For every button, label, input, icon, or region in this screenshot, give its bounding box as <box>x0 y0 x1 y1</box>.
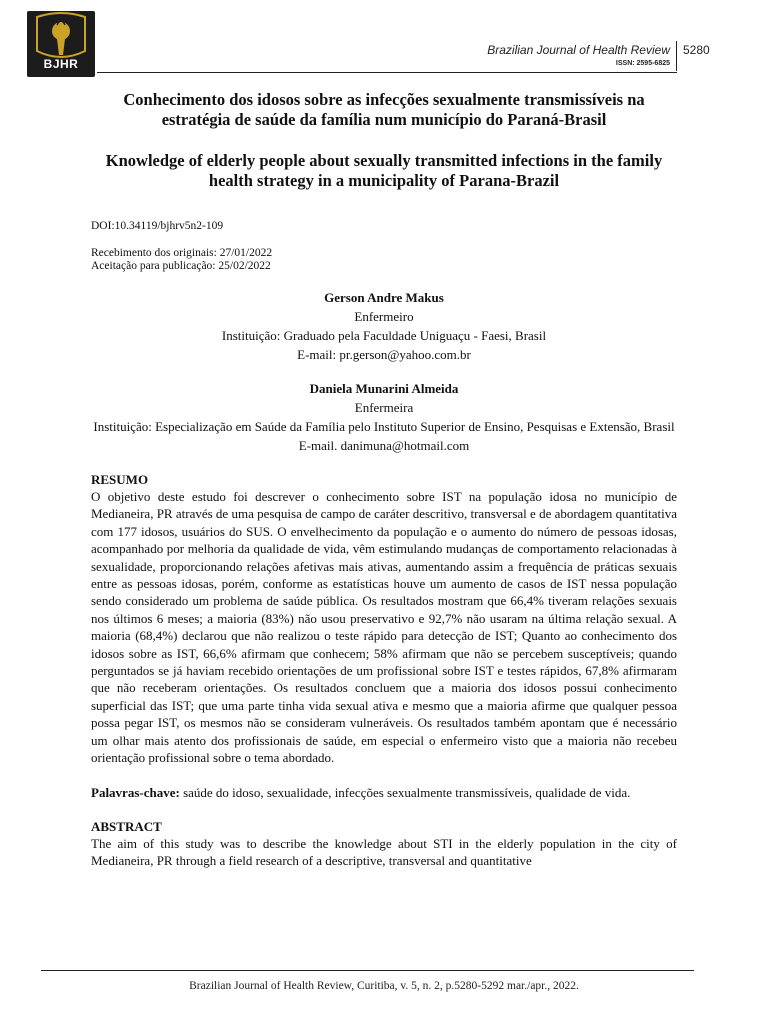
header-issn: ISSN: 2595-6825 <box>615 60 670 67</box>
abstract-text: The aim of this study was to describe the knowledge about STI in the elderly population in the city of Medianeira, PR through a field research of a descriptive, transversal and quantitative <box>91 835 677 869</box>
header-journal-name: Brazilian Journal of Health Review <box>487 43 670 57</box>
author-email: E-mail: pr.gerson@yahoo.com.br <box>297 347 471 362</box>
author-name: Daniela Munarini Almeida <box>309 381 459 396</box>
header-rule <box>97 72 677 73</box>
author-institution: Instituição: Especialização em Saúde da Família pelo Instituto Superior de Ensino, Pesquisas e Extensão, Brasil <box>93 419 675 434</box>
title-english: Knowledge of elderly people about sexually transmitted infections in the family health strategy in a municipality of Parana-Brazil <box>105 151 663 190</box>
header-page-number: 5280 <box>683 43 710 57</box>
keywords-label: Palavras-chave: <box>91 784 180 800</box>
header-divider <box>676 41 677 71</box>
accepted-date: Aceitação para publicação: 25/02/2022 <box>91 260 271 272</box>
keywords-text: saúde do idoso, sexualidade, infecções sexualmente transmissíveis, qualidade de vida. <box>179 784 631 800</box>
author-block <box>91 288 677 364</box>
author-role: Enfermeira <box>354 400 414 415</box>
abstract-heading: ABSTRACT <box>91 818 162 834</box>
footer-rule <box>41 970 694 971</box>
author-institution: Instituição: Graduado pela Faculdade Uniguaçu - Faesi, Brasil <box>221 328 547 343</box>
author-role: Enfermeiro <box>354 309 414 324</box>
logo-text: BJHR <box>43 57 79 71</box>
resumo-text: O objetivo deste estudo foi descrever o conhecimento sobre IST na população idosa no município de Medianeira, PR através de uma pesquisa de campo de caráter descritivo, transversal e de abordagem quantitativa com 177 idosos, usuários do SUS. O envelhecimento da população e o aumento do número de pessoas idosas, acompanhado por melhoria da qualidade de vida, vêm estimulando mudanças de comportamento relacionadas à sexualidade, proporcionando relações afetivas mais ativas, aumentando assim a frequência de práticas sexuais entre as pessoas idosas, porém, conforme as estatísticas houve um aumento de casos de IST nessa população sendo considerado um problema de saúde pública. Os resultados mostram que 66,4% tiveram relações sexuais nos últimos 6 meses; a maioria (83%) não usou preservativo e 92,7% não usaram na última relação sexual. A maioria (68,4%) declarou que não realizou o teste rápido para detecção de IST; Quanto ao conhecimento dos idosos sobre as IST, 66,6% afirmam que conhecem; 58% afirmam que não se percebem susceptíveis; quando perguntados se já haviam recebido orientações de um profissional sobre IST e testes rápidos, 67,8% afirmaram que não receberam orientações. Os resultados concluem que a maioria dos idosos possui conhecimento superficial das IST; que uma parte tinha vida sexual ativa e mesmo que a maioria afirme que qualquer pessoa possa pegar IST, os mesmos não se consideram vulneráveis. Os resultados também apontam que é necessário um olhar mais atento dos profissionais de saúde, em especial o enfermeiro visto que a maioria não recebeu orientação profissional sobre o tema abordado. <box>91 489 677 766</box>
article-content <box>91 88 677 870</box>
author-email: E-mail. danimuna@hotmail.com <box>298 438 470 453</box>
keywords <box>91 784 677 801</box>
author-name: Gerson Andre Makus <box>324 290 444 305</box>
footer-citation: Brazilian Journal of Health Review, Curitiba, v. 5, n. 2, p.5280-5292 mar./apr., 2022. <box>189 980 579 992</box>
doi: DOI:10.34119/bjhrv5n2-109 <box>91 220 224 232</box>
author-block <box>91 379 677 455</box>
resumo-heading: RESUMO <box>91 472 149 487</box>
title-portuguese: Conhecimento dos idosos sobre as infecções sexualmente transmissíveis na estratégia de saúde da família num município do Paraná-Brasil <box>123 90 645 129</box>
journal-logo <box>27 11 95 77</box>
received-date: Recebimento dos originais: 27/01/2022 <box>91 247 273 259</box>
